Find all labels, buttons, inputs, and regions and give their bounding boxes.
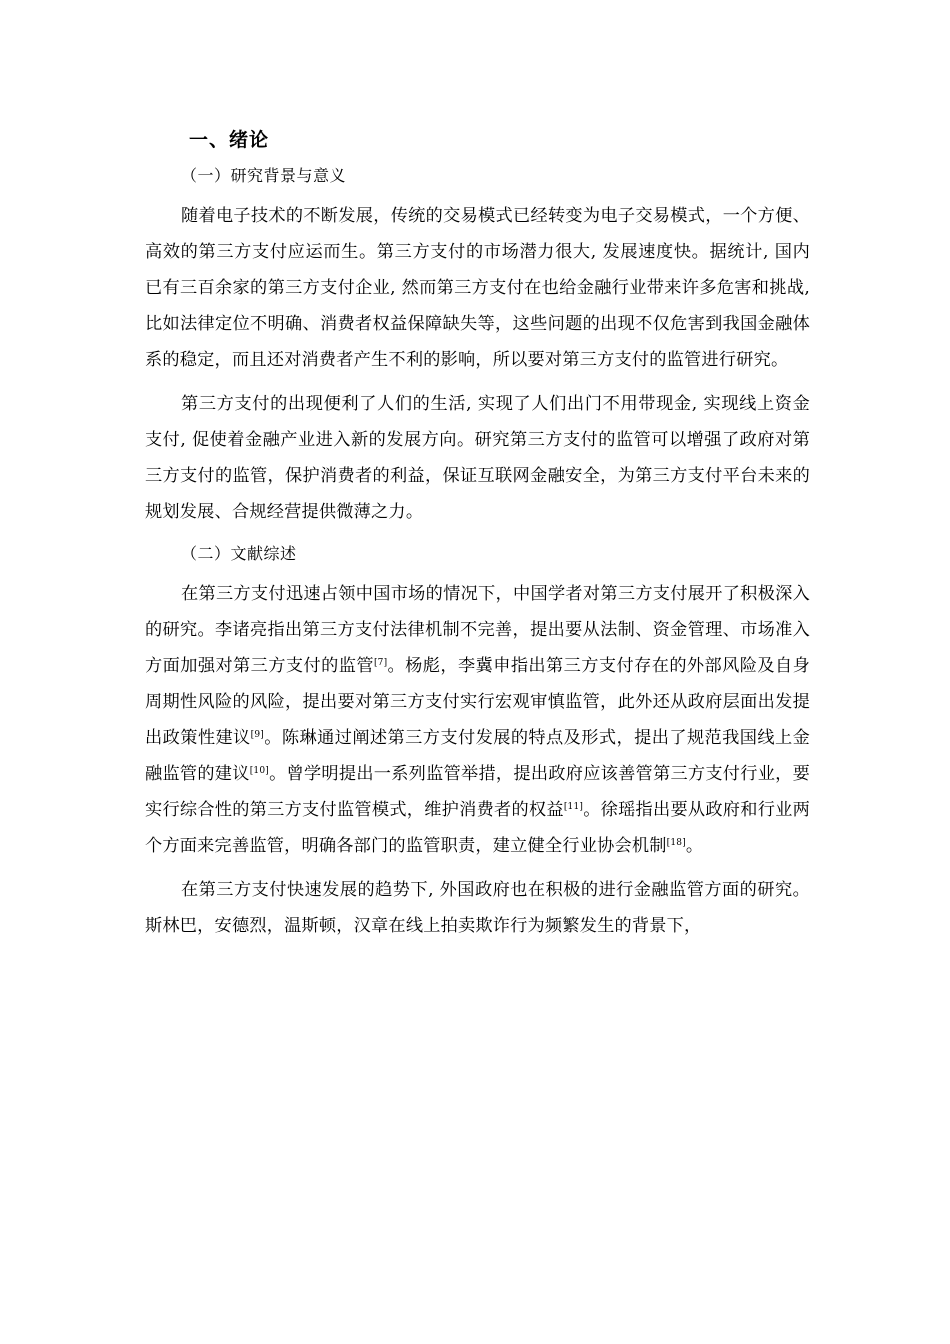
- paragraph-text: 。曾学明提出一系列监管举措，提出政府应该善管第三方支付行业，要实行综合性的第三方支付监管模式，维护消费者的权益: [145, 764, 811, 820]
- paragraph-text: 在第三方支付快速发展的趋势下, 外国政府也在积极的进行金融监管方面的研究。斯林巴，安德烈，温斯顿，汉章在线上拍卖欺诈行为频繁发生的背景下，: [145, 880, 810, 936]
- chapter-heading: 一、绪论: [189, 129, 270, 151]
- citation-marker: [9]: [250, 730, 265, 740]
- paragraph-text: 第三方支付的出现便利了人们的生活, 实现了人们出门不用带现金, 实现线上资金支付, 促使着金融产业进入新的发展方向。研究第三方支付的监管可以增强了政府对第三方支付的监管，保护消费者的利益，保证互联网金融安全，为第三方支付平台未来的规划发展、合规经营提供微薄之力。: [145, 394, 810, 522]
- document-body: [145, 120, 810, 952]
- section-heading-background: （一）研究背景与意义: [181, 166, 347, 185]
- paragraph-text: 。徐瑶指出要从政府和行业两个方面来完善监管，明确各部门的监管职责，建立健全行业协会机制: [145, 800, 810, 856]
- paragraph-literature-2: [145, 872, 810, 944]
- paragraph-text: 在第三方支付迅速占领中国市场的情况下，中国学者对第三方支付展开了积极深入的研究。李诸亮指出第三方支付法律机制不完善，提出要从法制、资金管理、市场准入方面加强对第三方支付的监管: [145, 584, 810, 676]
- paragraph-background-2: [145, 386, 810, 530]
- paragraph-text: 。陈琳通过阐述第三方支付发展的特点及形式，提出了规范我国线上金融监管的建议: [145, 728, 810, 784]
- citation-marker: [10]: [249, 766, 269, 776]
- paragraph-background-1: [145, 198, 810, 378]
- section-heading-literature: （二）文献综述: [181, 544, 297, 563]
- citation-marker: [7]: [373, 658, 388, 668]
- paragraph-text: 。: [685, 836, 704, 856]
- citation-marker: [18]: [666, 838, 686, 848]
- paragraph-text: 随着电子技术的不断发展，传统的交易模式已经转变为电子交易模式，一个方便、高效的第三方支付应运而生。第三方支付的市场潜力很大, 发展速度快。据统计, 国内已有三百余家的第三方支付企业, 然而第三方支付在也给金融行业带来许多危害和挑战, 比如法律定位不明确、消费者权益保障缺失等，这些问题的出现不仅危害到我国金融体系的稳定，而且还对消费者产生不利的影响，所以要对第三方支付的监管进行研究。: [145, 206, 810, 370]
- paragraph-text: 。杨彪，李冀申指出第三方支付存在的外部风险及自身周期性风险的风险，提出要对第三方支付实行宏观审慎监管，此外还从政府层面出发提出政策性建议: [145, 656, 810, 748]
- paragraph-literature-1: [145, 576, 810, 864]
- citation-marker: [11]: [563, 802, 584, 812]
